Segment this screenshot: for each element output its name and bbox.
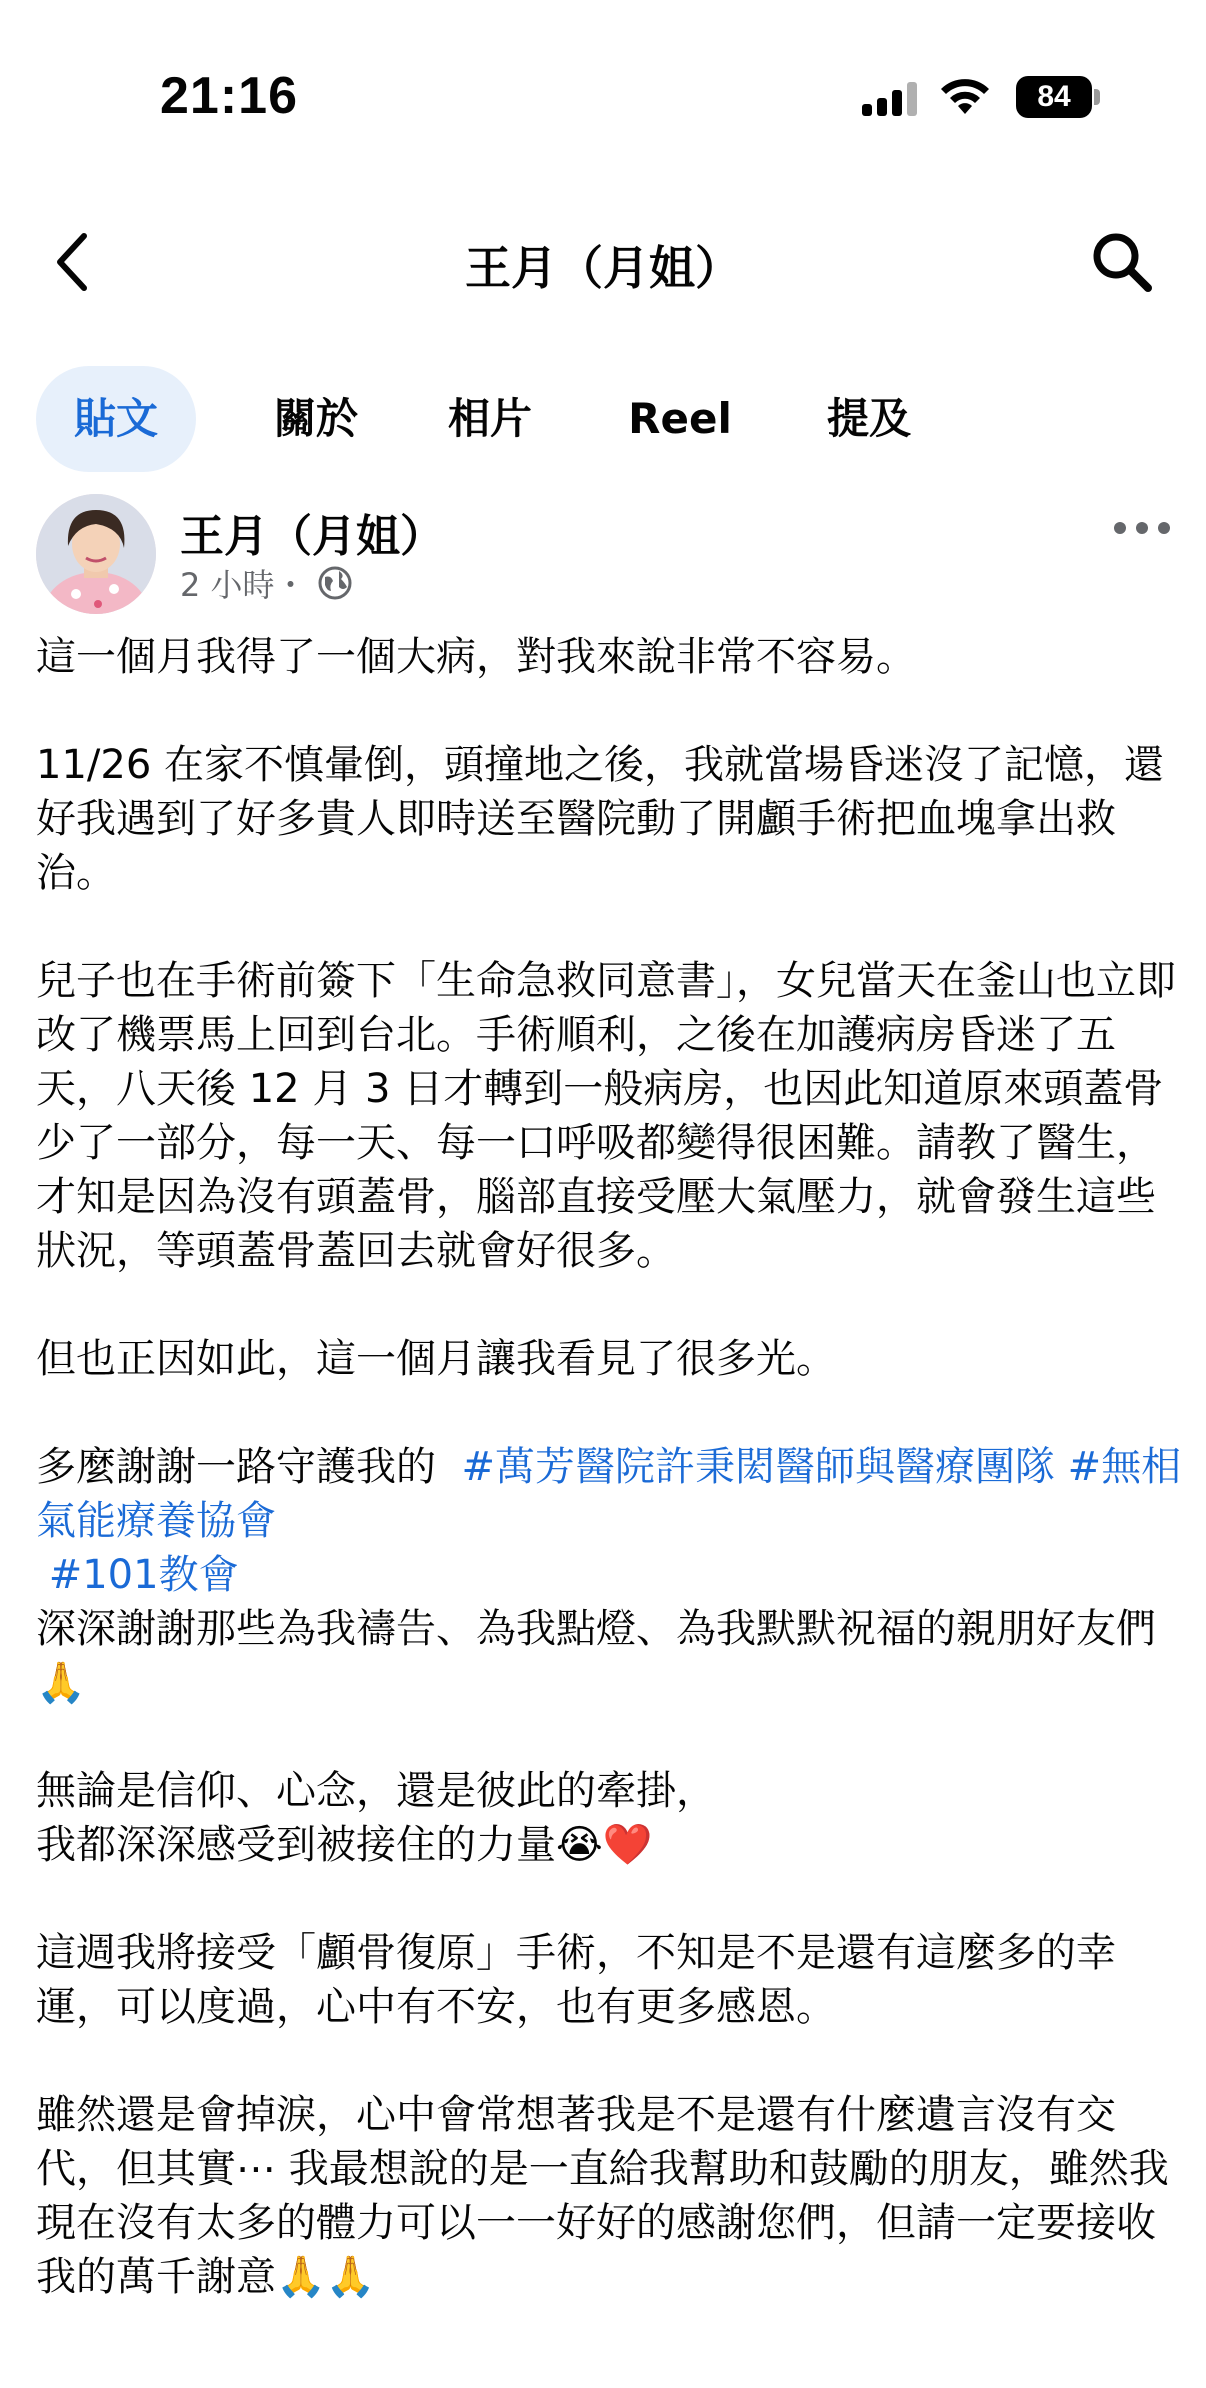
battery-level: 84 [1016,76,1092,118]
cellular-signal-icon [862,80,918,116]
tab-about[interactable]: 關於 [273,394,358,443]
post-body [36,630,1186,2304]
post-paragraph-5b [36,1548,1186,1602]
tab-mentions[interactable]: 提及 [826,394,911,443]
search-icon[interactable] [1090,230,1154,294]
hashtag-association[interactable]: #無相氣能療養協會 [36,1444,1182,1544]
post-author[interactable]: 王月（月姐） [180,511,444,562]
more-options-icon[interactable] [1114,518,1170,538]
thanks-prefix: 多麼謝謝一路守護我的 [36,1444,449,1490]
page-header [0,220,1206,320]
post-paragraph-2: 11/26 在家不慎暈倒，頭撞地之後，我就當場昏迷沒了記憶，還好我遇到了好多貴人即時送至醫院動了開顱手術把血塊拿出救治。 [36,742,1164,896]
status-time: 21:16 [160,67,298,125]
post-paragraph-8: 這週我將接受「顱骨復原」手術，不知是不是還有這麼多的幸運，可以度過，心中有不安，也有更多感恩。 [36,1930,1116,2030]
post-paragraph-7a: 無論是信仰、心念，還是彼此的牽掛， [36,1768,716,1814]
hashtag-church[interactable]: #101教會 [48,1552,239,1598]
tab-reels[interactable]: Reel [628,394,732,443]
post-paragraph-5 [36,1440,1186,1548]
post-paragraph-4: 但也正因如此，這一個月讓我看見了很多光。 [36,1336,836,1382]
battery-icon [1016,76,1100,118]
wifi-icon [938,76,992,116]
status-bar [0,0,1206,150]
post-meta [180,560,353,606]
page-title: 王月（月姐） [465,241,741,295]
post-time: 2 小時・ [180,566,307,604]
tab-photos[interactable]: 相片 [447,394,532,443]
tab-posts[interactable]: 貼文 [36,366,196,472]
globe-icon [317,565,353,601]
post-paragraph-9: 雖然還是會掉淚，心中會常想著我是不是還有什麼遺言沒有交代，但其實⋯ 我最想說的是一直給我幫助和鼓勵的朋友，雖然我現在沒有太多的體力可以一一好好的感謝您們，但請一定要接收我的萬千謝意🙏🙏 [36,2092,1169,2300]
hashtag-hospital[interactable]: #萬芳醫院許秉閎醫師與醫療團隊 [461,1444,1055,1490]
post-paragraph-6: 深深謝謝那些為我禱告、為我點燈、為我默默祝福的親朋好友們🙏 [36,1606,1156,1706]
post-paragraph-3: 兒子也在手術前簽下「生命急救同意書」，女兒當天在釜山也立即改了機票馬上回到台北。手術順利，之後在加護病房昏迷了五天，八天後 12 月 3 日才轉到一般病房，也因此知道原來頭蓋骨少了一部分，每一天、每一口呼吸都變得很困難。請教了醫生，才知是因為沒有頭蓋骨，腦部直接受壓大氣壓力，就會發生這些狀況，等頭蓋骨蓋回去就會好很多。 [36,958,1176,1274]
profile-tabs [36,366,1176,476]
avatar[interactable] [36,494,156,614]
post-paragraph-1: 這一個月我得了一個大病，對我來說非常不容易。 [36,634,916,680]
post-paragraph-7b: 我都深深感受到被接住的力量😭❤️ [36,1822,653,1868]
